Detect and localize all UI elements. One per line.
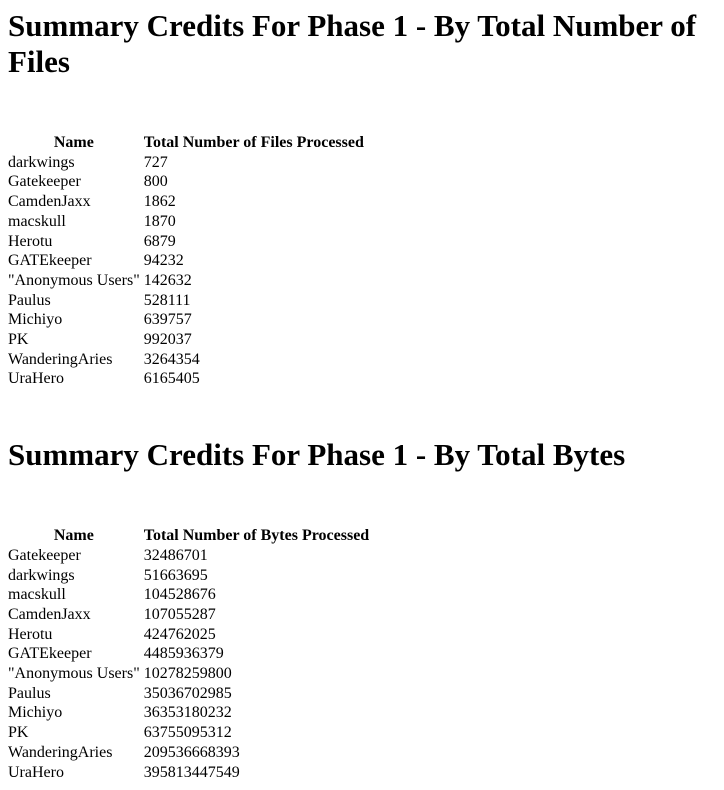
- name-cell: darkwings: [8, 153, 75, 171]
- page-title-files: Summary Credits For Phase 1 - By Total Number of Files: [8, 8, 697, 79]
- table-row: [8, 232, 364, 252]
- table-row: [8, 350, 364, 370]
- table-row: [8, 644, 369, 664]
- table-row: [8, 212, 364, 232]
- name-cell: UraHero: [8, 370, 64, 388]
- table-row: [8, 546, 369, 566]
- name-cell: "Anonymous Users": [8, 271, 140, 289]
- name-cell: Michiyo: [8, 311, 63, 329]
- name-cell: Herotu: [8, 625, 53, 643]
- name-cell: Herotu: [8, 232, 53, 250]
- section-files-credits: [8, 8, 716, 389]
- value-cell: 35036702985: [143, 684, 232, 702]
- table-row: [8, 369, 364, 389]
- name-cell: GATEkeeper: [8, 645, 92, 663]
- name-cell: PK: [8, 724, 29, 742]
- files-credits-table: [8, 133, 364, 389]
- name-cell: Gatekeeper: [8, 546, 81, 564]
- header-row: [8, 526, 369, 546]
- value-cell: 4485936379: [143, 645, 224, 663]
- bytes-table-body: [8, 546, 369, 782]
- value-cell: 107055287: [143, 605, 216, 623]
- table-row: [8, 330, 364, 350]
- value-cell: 36353180232: [143, 704, 232, 722]
- value-cell: 142632: [143, 271, 192, 289]
- files-table-head: [8, 133, 364, 153]
- table-row: [8, 605, 369, 625]
- name-cell: Paulus: [8, 684, 51, 702]
- table-row: [8, 743, 369, 763]
- value-cell: 6165405: [143, 370, 200, 388]
- name-cell: macskull: [8, 586, 66, 604]
- table-row: [8, 172, 364, 192]
- name-cell: Paulus: [8, 291, 51, 309]
- value-cell: 94232: [143, 252, 184, 270]
- value-cell: 528111: [143, 291, 191, 309]
- column-header-name: Name: [53, 527, 94, 545]
- table-row: [8, 763, 369, 783]
- header-row: [8, 133, 364, 153]
- table-row: [8, 251, 364, 271]
- name-cell: CamdenJaxx: [8, 605, 91, 623]
- table-row: [8, 684, 369, 704]
- table-row: [8, 625, 369, 645]
- name-cell: darkwings: [8, 566, 75, 584]
- value-cell: 32486701: [143, 546, 208, 564]
- value-cell: 1862: [143, 193, 176, 211]
- value-cell: 424762025: [143, 625, 216, 643]
- bytes-credits-table: [8, 526, 369, 782]
- table-row: [8, 664, 369, 684]
- table-row: [8, 566, 369, 586]
- table-row: [8, 585, 369, 605]
- name-cell: PK: [8, 331, 29, 349]
- table-row: [8, 153, 364, 173]
- value-cell: 6879: [143, 232, 176, 250]
- table-row: [8, 310, 364, 330]
- value-cell: 1870: [143, 212, 176, 230]
- column-header-name: Name: [53, 134, 94, 151]
- value-cell: 63755095312: [143, 724, 232, 742]
- page: [8, 8, 716, 782]
- name-cell: Michiyo: [8, 704, 63, 722]
- name-cell: CamdenJaxx: [8, 193, 91, 211]
- table-row: [8, 703, 369, 723]
- table-row: [8, 271, 364, 291]
- value-cell: 727: [143, 153, 168, 171]
- value-cell: 51663695: [143, 566, 208, 584]
- name-cell: UraHero: [8, 763, 64, 781]
- name-cell: GATEkeeper: [8, 252, 92, 270]
- table-row: [8, 291, 364, 311]
- value-cell: 395813447549: [143, 763, 240, 781]
- value-cell: 209536668393: [143, 743, 240, 761]
- table-row: [8, 723, 369, 743]
- name-cell: Gatekeeper: [8, 173, 81, 191]
- page-title-bytes: Summary Credits For Phase 1 - By Total Bytes: [8, 437, 626, 473]
- value-cell: 10278259800: [143, 665, 232, 683]
- value-cell: 800: [143, 173, 168, 191]
- name-cell: macskull: [8, 212, 66, 230]
- value-cell: 992037: [143, 331, 192, 349]
- name-cell: WanderingAries: [8, 743, 113, 761]
- files-table-body: [8, 153, 364, 389]
- section-bytes-credits: [8, 437, 716, 782]
- name-cell: WanderingAries: [8, 350, 113, 368]
- value-cell: 3264354: [143, 350, 200, 368]
- table-row: [8, 192, 364, 212]
- value-cell: 639757: [143, 311, 192, 329]
- bytes-table-head: [8, 526, 369, 546]
- column-header-bytes-processed: Total Number of Bytes Processed: [143, 527, 370, 545]
- value-cell: 104528676: [143, 586, 216, 604]
- column-header-files-processed: Total Number of Files Processed: [143, 134, 364, 151]
- name-cell: "Anonymous Users": [8, 665, 140, 683]
